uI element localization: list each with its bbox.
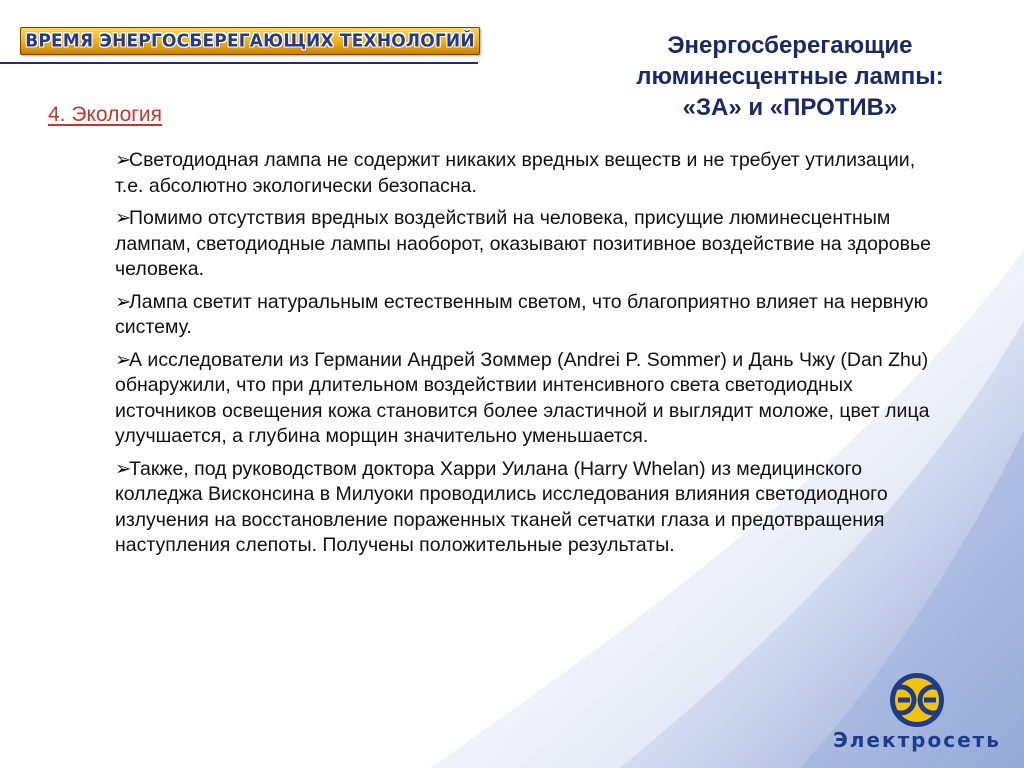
header-divider [0, 62, 478, 64]
slide-title-line: люминесцентные лампы: [636, 63, 944, 90]
arrow-bullet-icon: ➢ [115, 348, 132, 371]
bullet-item [115, 148, 945, 199]
arrow-bullet-icon: ➢ [115, 207, 132, 229]
bullet-item [115, 290, 945, 341]
bullet-text: Светодиодная лампа не содержит никаких вредных веществ и не требует утилизации, т.е. абсолютно экологически безопасна. [115, 149, 916, 197]
slide-title-line: Энергосберегающие [667, 32, 913, 59]
bullet-text: Помимо отсутствия вредных воздействий на человека, присущие люминесцентным лампам, светодиодные лампы наоборот, оказывают позитивное воздействие на здоровье человека. [115, 207, 931, 280]
arrow-bullet-icon: ➢ [115, 457, 132, 480]
arrow-bullet-icon: ➢ [115, 149, 132, 171]
bullet-text: А исследователи из Германии Андрей Зоммер (Andrei P. Sommer) и Дань Чжу (Dan Zhu) обнаружили, что при длительном воздействии интенсивного света светодиодных источников освещения кожа становится более эластичной и выглядит моложе, цвет лица улучшается, а глубина морщин значительно уменьшается. [115, 348, 930, 447]
slide-title-line: «ЗА» и «ПРОТИВ» [682, 94, 898, 121]
banner-text: ВРЕМЯ ЭНЕРГОСБЕРЕГАЮЩИХ ТЕХНОЛОГИЙ [25, 30, 475, 52]
bullet-text: Также, под руководством доктора Харри Уилана (Harry Whelan) из медицинского колледжа Висконсина в Милуоки проводились исследования влияния светодиодного излучения на восстановление пораженных тканей сетчатки глаза и предотвращения наступления слепоты. Получены положительные результаты. [115, 457, 888, 556]
bullet-item [115, 206, 945, 283]
header-banner [20, 27, 480, 55]
logo-text: Электросеть [833, 728, 1001, 752]
bullet-list [115, 148, 945, 566]
bullet-text: Лампа светит натуральным естественным светом, что благоприятно влияет на нервную систему. [115, 290, 929, 338]
arrow-bullet-icon: ➢ [115, 290, 132, 313]
section-heading: 4. Экология [48, 103, 163, 126]
slide-title [590, 30, 990, 123]
eс-monogram-logo-icon [882, 672, 952, 728]
bullet-item [115, 457, 945, 559]
company-logo [812, 670, 1022, 768]
bullet-item [115, 348, 945, 450]
